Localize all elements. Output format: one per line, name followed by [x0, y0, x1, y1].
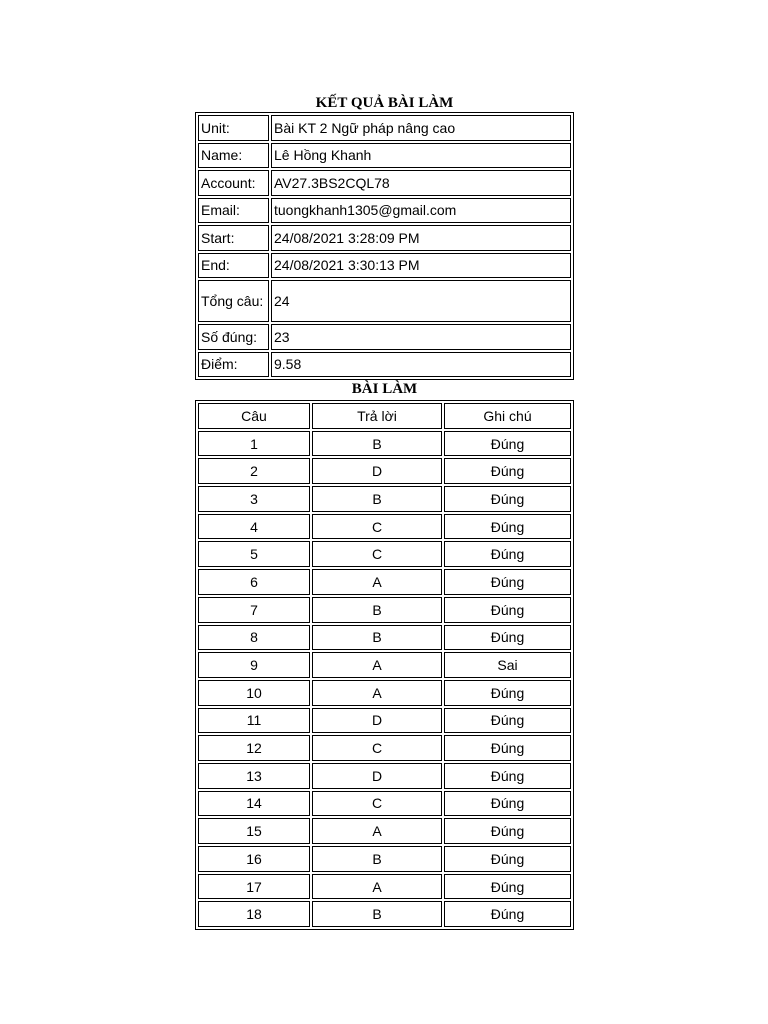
answer-note: Đúng [444, 901, 571, 927]
column-header-question: Câu [198, 403, 310, 429]
table-row [198, 708, 571, 734]
answer-question-number: 7 [198, 597, 310, 623]
answer-question-number: 1 [198, 431, 310, 457]
info-label-unit: Unit: [198, 115, 269, 141]
answer-choice: B [312, 625, 442, 651]
answers-header-row [198, 403, 571, 429]
info-value-correct-count: 23 [271, 324, 571, 350]
answers-body [198, 431, 571, 927]
info-row-score [198, 352, 571, 378]
table-row [198, 625, 571, 651]
answer-question-number: 9 [198, 652, 310, 678]
answer-note: Đúng [444, 846, 571, 872]
answer-note: Đúng [444, 486, 571, 512]
answer-choice: B [312, 486, 442, 512]
info-row-total-questions [198, 280, 571, 322]
answer-note: Đúng [444, 735, 571, 761]
table-row [198, 791, 571, 817]
answer-question-number: 14 [198, 791, 310, 817]
answer-choice: A [312, 818, 442, 844]
answer-note: Đúng [444, 791, 571, 817]
answer-question-number: 10 [198, 680, 310, 706]
table-row [198, 818, 571, 844]
table-row [198, 652, 571, 678]
answer-note: Đúng [444, 458, 571, 484]
table-row [198, 486, 571, 512]
page-title: KẾT QUẢ BÀI LÀM [315, 95, 454, 111]
info-value-name: Lê Hồng Khanh [271, 143, 571, 169]
answer-choice: C [312, 791, 442, 817]
answer-note: Đúng [444, 569, 571, 595]
answer-note: Đúng [444, 680, 571, 706]
info-row-start [198, 225, 571, 251]
column-header-answer: Trả lời [312, 403, 442, 429]
info-row-account [198, 170, 571, 196]
table-row [198, 569, 571, 595]
table-row [198, 901, 571, 927]
info-value-unit: Bài KT 2 Ngữ pháp nâng cao [271, 115, 571, 141]
answer-choice: B [312, 597, 442, 623]
answer-question-number: 6 [198, 569, 310, 595]
answer-note: Đúng [444, 541, 571, 567]
table-row [198, 597, 571, 623]
answer-question-number: 16 [198, 846, 310, 872]
answer-question-number: 3 [198, 486, 310, 512]
answers-title: BÀI LÀM [351, 381, 418, 397]
answer-note: Sai [444, 652, 571, 678]
info-label-name: Name: [198, 143, 269, 169]
info-row-name [198, 143, 571, 169]
answer-question-number: 8 [198, 625, 310, 651]
answer-note: Đúng [444, 597, 571, 623]
answer-choice: B [312, 901, 442, 927]
answer-question-number: 15 [198, 818, 310, 844]
answer-choice: B [312, 846, 442, 872]
table-row [198, 458, 571, 484]
info-label-correct-count: Số đúng: [198, 324, 269, 350]
answer-question-number: 2 [198, 458, 310, 484]
answer-question-number: 17 [198, 874, 310, 900]
answer-question-number: 18 [198, 901, 310, 927]
info-row-end [198, 253, 571, 279]
info-row-unit [198, 115, 571, 141]
info-value-score: 9.58 [271, 352, 571, 378]
answer-question-number: 13 [198, 763, 310, 789]
info-value-total-questions: 24 [271, 280, 571, 322]
info-value-end: 24/08/2021 3:30:13 PM [271, 253, 571, 279]
info-row-correct-count [198, 324, 571, 350]
info-label-total-questions: Tổng câu: [198, 280, 269, 322]
answer-question-number: 5 [198, 541, 310, 567]
info-value-start: 24/08/2021 3:28:09 PM [271, 225, 571, 251]
answer-question-number: 4 [198, 514, 310, 540]
answer-choice: C [312, 514, 442, 540]
answer-note: Đúng [444, 708, 571, 734]
info-row-email [198, 198, 571, 224]
answer-choice: D [312, 458, 442, 484]
column-header-note: Ghi chú [444, 403, 571, 429]
answer-choice: A [312, 680, 442, 706]
answer-choice: A [312, 874, 442, 900]
table-row [198, 846, 571, 872]
info-label-start: Start: [198, 225, 269, 251]
answer-choice: A [312, 652, 442, 678]
answer-note: Đúng [444, 431, 571, 457]
table-row [198, 514, 571, 540]
answer-note: Đúng [444, 874, 571, 900]
info-label-account: Account: [198, 170, 269, 196]
table-row [198, 541, 571, 567]
info-label-end: End: [198, 253, 269, 279]
answer-choice: A [312, 569, 442, 595]
answers-table [195, 400, 574, 930]
answer-question-number: 12 [198, 735, 310, 761]
table-row [198, 874, 571, 900]
result-document [195, 94, 574, 930]
answer-choice: C [312, 541, 442, 567]
result-info-table [195, 112, 574, 380]
table-row [198, 431, 571, 457]
answer-note: Đúng [444, 514, 571, 540]
answer-note: Đúng [444, 818, 571, 844]
info-label-score: Điểm: [198, 352, 269, 378]
answer-note: Đúng [444, 625, 571, 651]
table-row [198, 680, 571, 706]
answer-choice: D [312, 708, 442, 734]
answer-choice: D [312, 763, 442, 789]
answer-choice: B [312, 431, 442, 457]
table-row [198, 735, 571, 761]
answer-choice: C [312, 735, 442, 761]
info-value-account: AV27.3BS2CQL78 [271, 170, 571, 196]
answer-note: Đúng [444, 763, 571, 789]
answer-question-number: 11 [198, 708, 310, 734]
info-label-email: Email: [198, 198, 269, 224]
table-row [198, 763, 571, 789]
info-value-email: tuongkhanh1305@gmail.com [271, 198, 571, 224]
